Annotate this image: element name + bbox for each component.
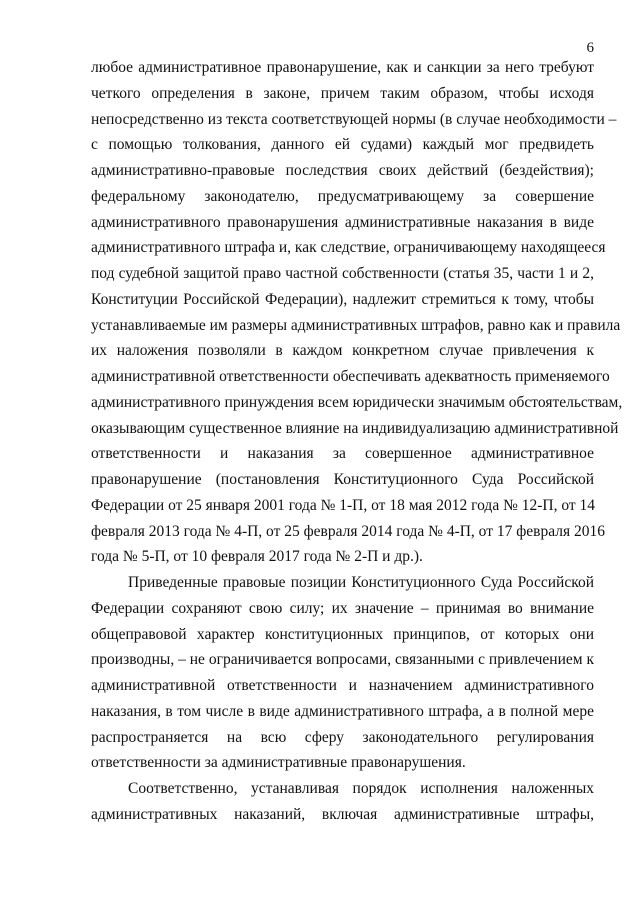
page-number: 6 bbox=[586, 40, 594, 56]
text-line: административного правонарушения административные наказания в виде bbox=[91, 213, 594, 231]
text-line: устанавливаемые им размеры административных штрафов, равно как и правила bbox=[91, 316, 621, 334]
text-line: правонарушение (постановления Конституционного Суда Российской bbox=[91, 471, 594, 488]
text-line: ответственности за административные правонарушения. bbox=[91, 754, 466, 772]
text-line: наказания, в том числе в виде административного штрафа, а в полной мере bbox=[91, 702, 594, 720]
text-line: Приведенные правовые позиции Конституционного Суда Российской bbox=[128, 574, 594, 591]
text-line: февраля 2013 года № 4-П, от 25 февраля 2014 года № 4-П, от 17 февраля 2016 bbox=[91, 522, 605, 540]
text-line: федеральному законодателю, предусматривающему за совершение bbox=[91, 187, 594, 205]
text-line: производны, – не ограничивается вопросами, связанными с привлечением к bbox=[91, 651, 594, 669]
text-line: общеправовой характер конституционных принципов, от которых они bbox=[91, 625, 594, 643]
text-line: четкого определения в законе, причем таким образом, чтобы исходя bbox=[91, 84, 594, 102]
text-line: административной ответственности обеспечивать адекватность применяемого bbox=[91, 368, 610, 385]
text-line: административно-правовые последствия своих действий (бездействия); bbox=[91, 162, 594, 179]
text-line: Федерации от 25 января 2001 года № 1-П, от 18 мая 2012 года № 12-П, от 14 bbox=[91, 496, 596, 514]
text-line: любое административное правонарушение, как и санкции за него требуют bbox=[91, 59, 594, 76]
text-line: административных наказаний, включая административные штрафы, bbox=[91, 805, 594, 823]
text-line: их наложения позволяли в каждом конкретном случае привлечения к bbox=[91, 342, 594, 360]
text-line: распространяется на всю сферу законодательного регулирования bbox=[91, 728, 594, 746]
text-line: с помощью толкования, данного ей судами) каждый мог предвидеть bbox=[91, 136, 594, 154]
text-line: оказывающим существенное влияние на индивидуализацию административной bbox=[91, 419, 619, 437]
text-line: Соответственно, устанавливая порядок исполнения наложенных bbox=[128, 780, 594, 797]
text-line: административной ответственности и назначением административного bbox=[91, 677, 594, 694]
text-line: Конституции Российской Федерации), надлежит стремиться к тому, чтобы bbox=[91, 290, 594, 308]
text-line: Федерации сохраняют свою силу; их значение – принимая во внимание bbox=[91, 599, 594, 617]
text-line: под судебной защитой право частной собственности (статья 35, части 1 и 2, bbox=[91, 265, 594, 282]
text-line: административного штрафа и, как следствие, ограничивающему находящееся bbox=[91, 239, 606, 257]
text-line: непосредственно из текста соответствующей нормы (в случае необходимости – bbox=[91, 110, 617, 128]
text-line: административного принуждения всем юридически значимым обстоятельствам, bbox=[91, 393, 623, 411]
body-text bbox=[91, 55, 623, 828]
text-line: года № 5-П, от 10 февраля 2017 года № 2-П и др.). bbox=[91, 548, 423, 566]
text-line: ответственности и наказания за совершенное административное bbox=[91, 445, 594, 463]
